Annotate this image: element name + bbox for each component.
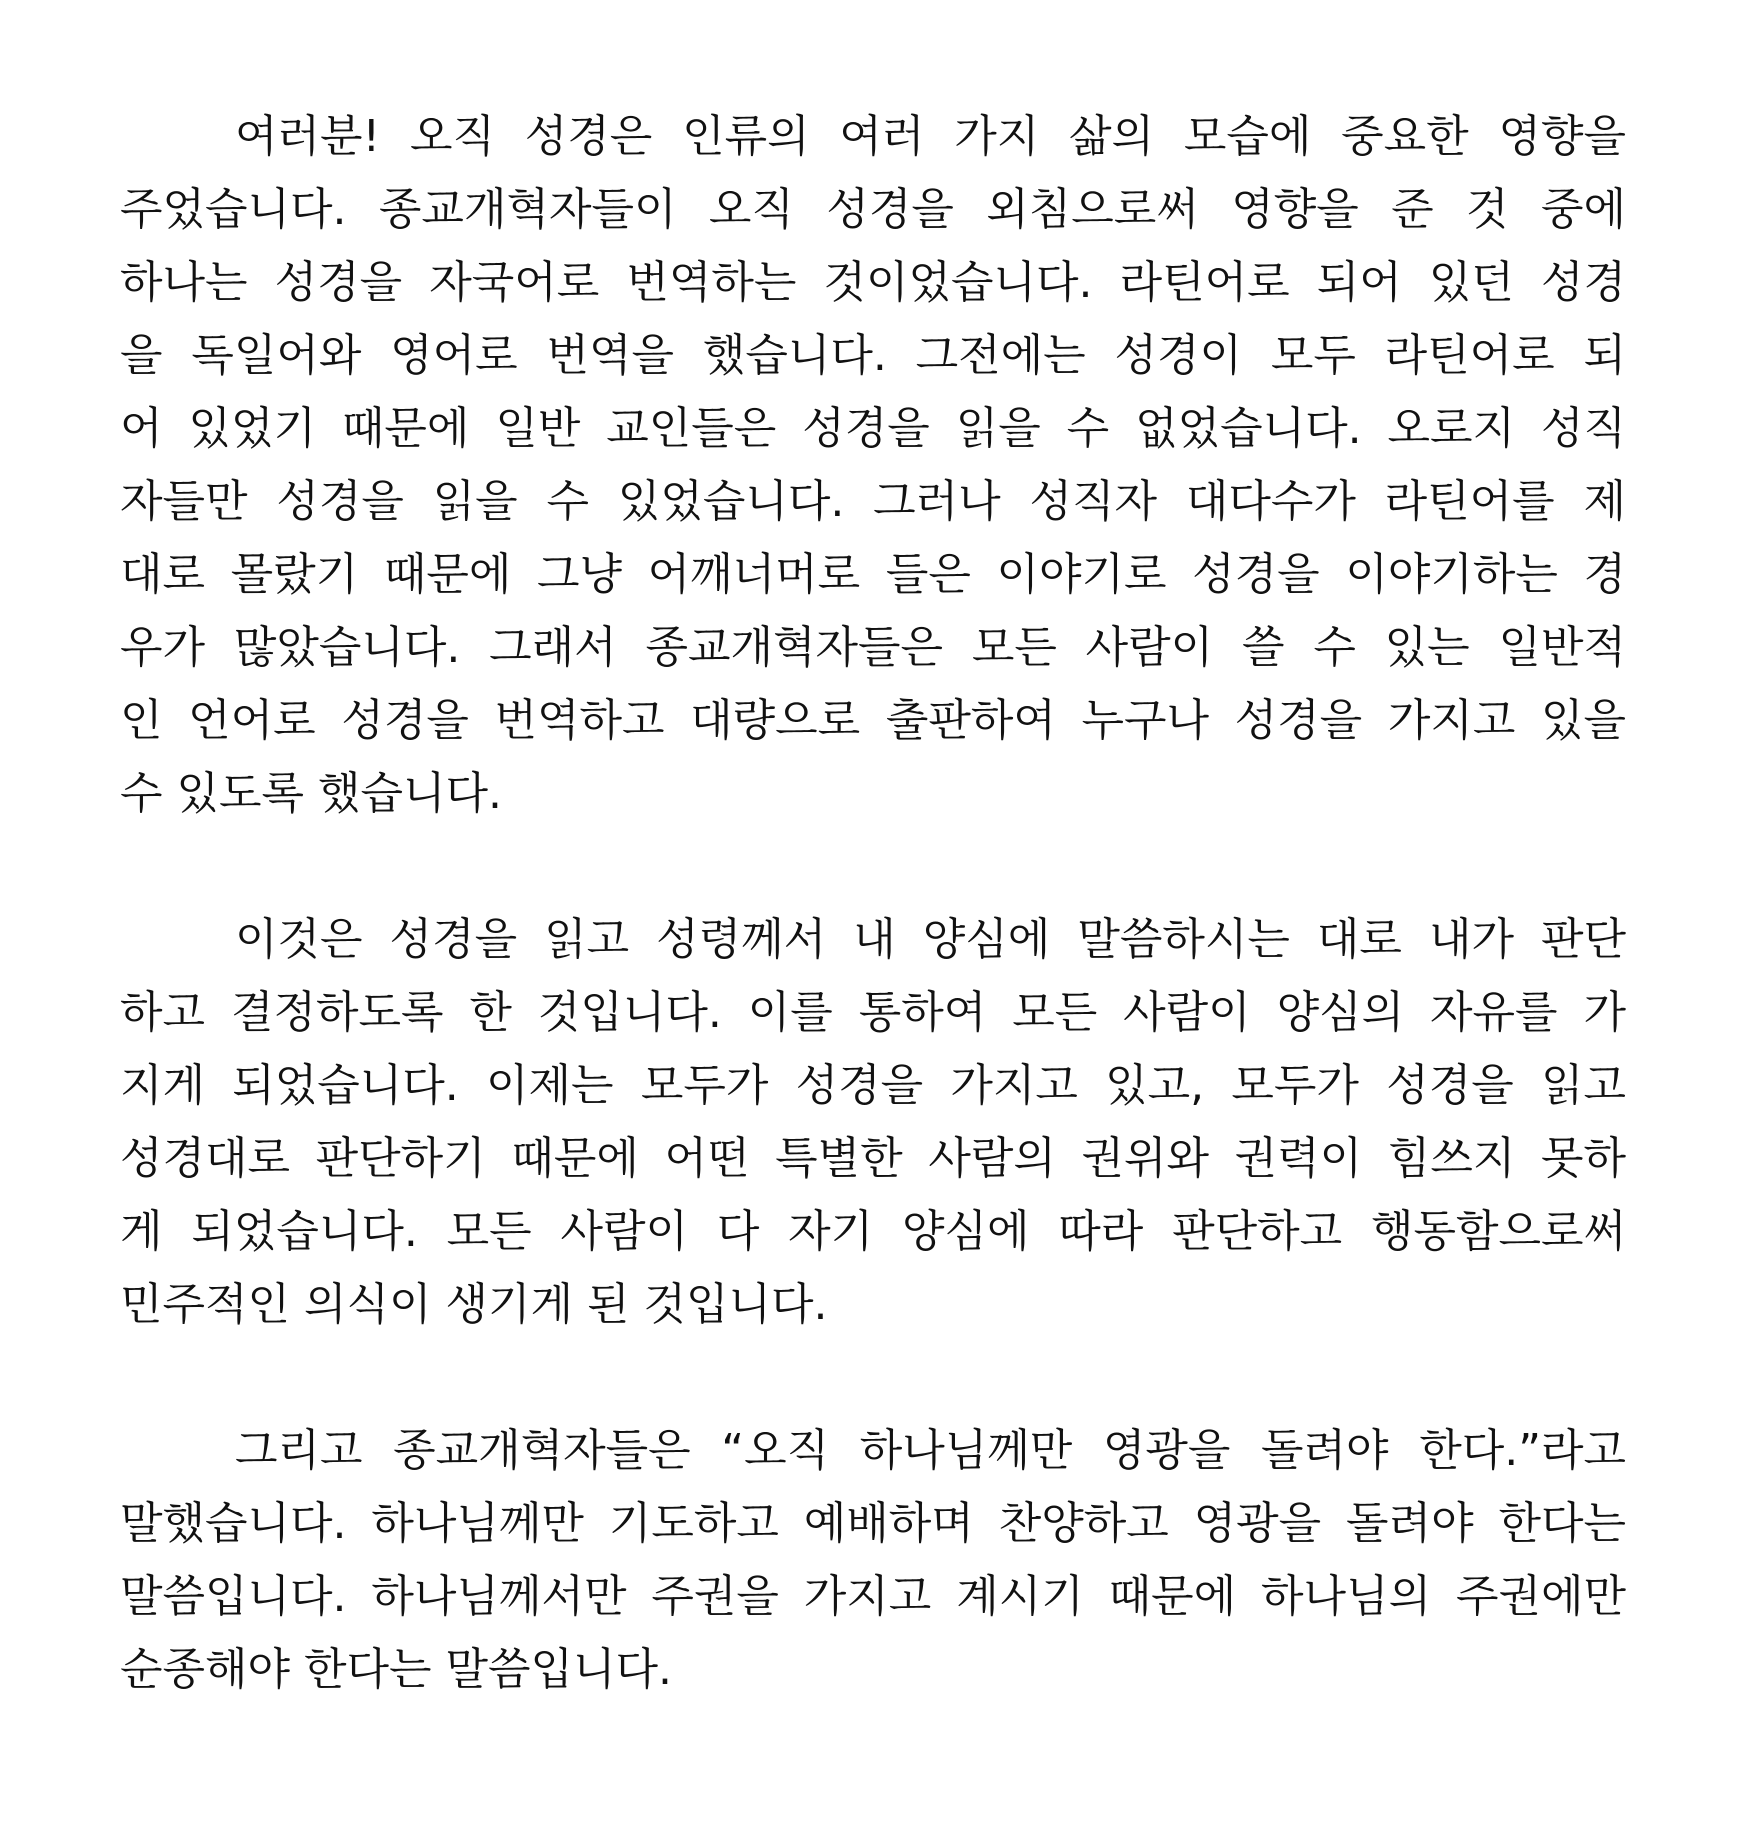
text-line: 말했습니다. 하나님께만 기도하고 예배하며 찬양하고 영광을 돌려야 한다는 <box>120 1498 1626 1549</box>
text-line: 이것은 성경을 읽고 성령께서 내 양심에 말씀하시는 대로 내가 판단 <box>235 914 1626 965</box>
text-line: 인 언어로 성경을 번역하고 대량으로 출판하여 누구나 성경을 가지고 있을 <box>120 695 1626 746</box>
text-line: 민주적인 의식이 생기게 된 것입니다. <box>120 1279 828 1330</box>
text-line: 하고 결정하도록 한 것입니다. 이를 통하여 모든 사람이 양심의 자유를 가 <box>120 987 1626 1038</box>
paragraph-2 <box>120 903 1626 1341</box>
text-line: 성경대로 판단하기 때문에 어떤 특별한 사람의 권위와 권력이 힘쓰지 못하 <box>120 1133 1626 1184</box>
text-line: 하나는 성경을 자국어로 번역하는 것이었습니다. 라틴어로 되어 있던 성경 <box>120 257 1626 308</box>
text-line: 말씀입니다. 하나님께서만 주권을 가지고 계시기 때문에 하나님의 주권에만 <box>120 1571 1626 1622</box>
text-line: 게 되었습니다. 모든 사람이 다 자기 양심에 따라 판단하고 행동함으로써 <box>120 1206 1626 1257</box>
text-line: 지게 되었습니다. 이제는 모두가 성경을 가지고 있고, 모두가 성경을 읽고 <box>120 1060 1626 1111</box>
paragraph-1 <box>120 100 1626 830</box>
text-line: 수 있도록 했습니다. <box>120 768 502 819</box>
text-line: 대로 몰랐기 때문에 그냥 어깨너머로 들은 이야기로 성경을 이야기하는 경 <box>120 549 1626 600</box>
text-line: 여러분! 오직 성경은 인류의 여러 가지 삶의 모습에 중요한 영향을 <box>235 111 1626 162</box>
document-body <box>120 100 1626 1706</box>
text-line: 을 독일어와 영어로 번역을 했습니다. 그전에는 성경이 모두 라틴어로 되 <box>120 330 1626 381</box>
text-line: 그리고 종교개혁자들은 “오직 하나님께만 영광을 돌려야 한다.”라고 <box>235 1425 1626 1476</box>
text-line: 순종해야 한다는 말씀입니다. <box>120 1644 673 1695</box>
text-line: 어 있었기 때문에 일반 교인들은 성경을 읽을 수 없었습니다. 오로지 성직 <box>120 403 1626 454</box>
text-line: 주었습니다. 종교개혁자들이 오직 성경을 외침으로써 영향을 준 것 중에 <box>120 184 1626 235</box>
text-line: 자들만 성경을 읽을 수 있었습니다. 그러나 성직자 대다수가 라틴어를 제 <box>120 476 1626 527</box>
paragraph-3 <box>120 1414 1626 1706</box>
text-line: 우가 많았습니다. 그래서 종교개혁자들은 모든 사람이 쓸 수 있는 일반적 <box>120 622 1626 673</box>
